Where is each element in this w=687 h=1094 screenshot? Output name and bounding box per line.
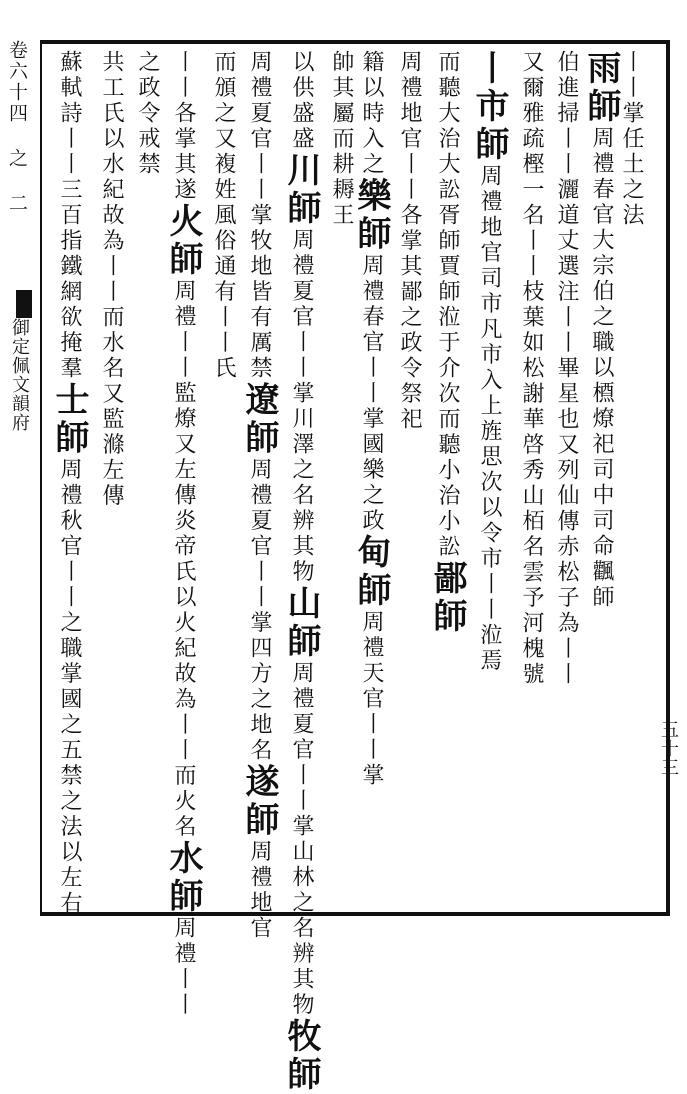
column-text: 周禮夏官丨丨掌四方之地名 [247, 457, 272, 764]
column-text: 周禮春官大宗伯之職以槱燎祀司中司命飌師 [589, 126, 614, 611]
column-text: 帥其屬而耕耨王 [329, 50, 354, 229]
text-column-6 [427, 50, 467, 910]
column-text: 蘇軾詩丨丨三百指鐵網欲掩羣 [57, 50, 82, 382]
bottom-rule [40, 912, 670, 916]
left-rule [40, 40, 42, 916]
right-rule [666, 40, 670, 916]
column-text: 周禮地官司市凡市入上旌思次以令市丨丨涖焉 [477, 164, 502, 674]
column-text: 周禮地官丨丨各掌其鄙之政令祭祀 [397, 50, 422, 433]
margin-tab [16, 290, 32, 318]
column-text: 又爾雅疏樫一名丨丨枝葉如松謝華啓秀山栢名雲予河槐號 [519, 50, 544, 688]
text-column-11 [239, 50, 279, 942]
column-text: 周禮秋官丨丨之職掌國之五禁之法以左右 [57, 457, 82, 917]
entry-heading: 遂師 [239, 763, 279, 840]
text-column-16 [49, 50, 89, 917]
column-text: 之政令戒禁 [135, 50, 160, 178]
entry-heading: 丨市師 [469, 50, 509, 164]
text-column-5 [469, 50, 509, 910]
page-number: 五十三 [658, 720, 679, 777]
column-text: 周禮夏官丨丨掌山林之名辨其物 [289, 661, 314, 1018]
column-text: 丨丨掌任土之法 [619, 50, 644, 229]
column-text: 籍以時入之 [359, 50, 384, 178]
column-text: 而聽大治大訟胥師賈師涖于介次而聽小治小訟 [435, 50, 460, 560]
column-text: 周禮夏官丨丨掌川澤之名辨其物 [289, 228, 314, 585]
column-text: 周禮春官丨丨掌國樂之政 [359, 253, 384, 534]
entry-heading: 川師 [281, 152, 321, 228]
text-column-13 [163, 50, 203, 1018]
text-column-1 [620, 50, 642, 910]
column-text: 周禮天官丨丨掌 [359, 610, 384, 789]
text-column-9 [330, 50, 352, 910]
text-column-7 [398, 50, 420, 910]
entry-heading: 山師 [281, 585, 321, 661]
text-column-10 [281, 50, 321, 1094]
text-column-8 [351, 50, 391, 910]
entry-heading: 雨師 [581, 50, 621, 126]
column-text: 周禮丨丨 [171, 916, 196, 1018]
entry-heading: 水師 [163, 840, 203, 916]
column-text: 而頒之又複姓風俗通有丨丨氏 [211, 50, 236, 382]
column-text: 周禮夏官丨丨掌牧地皆有厲禁 [247, 50, 272, 382]
margin-book-title: 御定佩文韻府 [9, 318, 30, 432]
entry-heading: 士師 [49, 381, 89, 458]
entry-heading: 甸師 [351, 534, 391, 610]
column-text: 監滌左傳 [99, 407, 124, 509]
column-text: 周禮丨丨監燎又左傳炎帝氏以火紀故為丨丨而火名 [171, 279, 196, 840]
entry-heading: 牧師 [281, 1018, 321, 1094]
entry-heading: 鄙師 [427, 560, 467, 636]
text-column-15 [100, 50, 122, 910]
text-column-14 [136, 50, 158, 910]
column-text: 丨丨各掌其遂 [171, 50, 196, 203]
column-text: 共工氏以水紀故為丨丨而水名又 [99, 50, 124, 407]
column-text: 伯進掃丨丨灑道丈選注丨丨畢星也又列仙傳赤松子為丨丨 [554, 50, 579, 688]
entry-heading: 樂師 [351, 177, 391, 254]
text-column-2 [581, 50, 621, 910]
entry-heading: 遼師 [239, 381, 279, 458]
column-text: 周禮地官 [247, 839, 272, 942]
margin-title: 卷六十四 之 二 [6, 40, 28, 214]
top-rule [40, 40, 670, 44]
text-column-3 [555, 50, 577, 910]
entry-heading: 火師 [163, 203, 203, 279]
column-text: 以供盛盛 [289, 50, 314, 152]
text-column-12 [212, 50, 234, 910]
text-column-4 [520, 50, 542, 910]
